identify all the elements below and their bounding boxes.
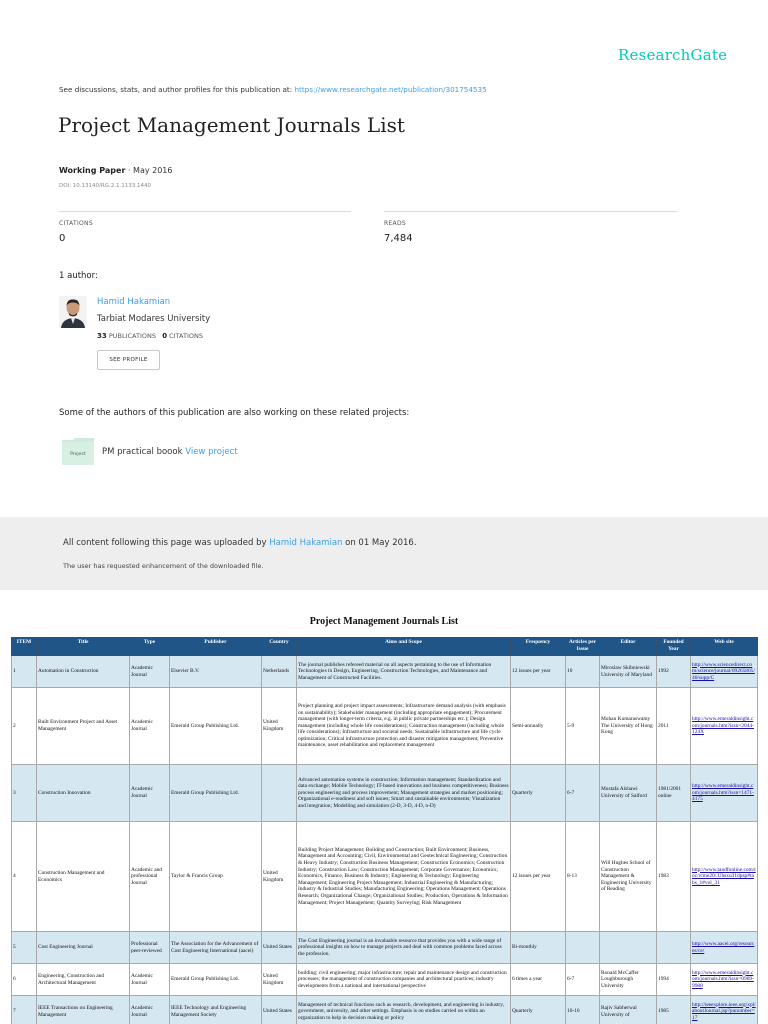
publication-link[interactable]: https://www.researchgate.net/publication/301754535 [294, 85, 487, 94]
project-folder-icon[interactable] [62, 437, 94, 465]
cell-item: 6 [12, 964, 37, 996]
cell-editor: Mustafa Alshawi University of Salford [600, 765, 657, 822]
cell-aims: The journal publishes refereed material on all aspects pertaining to the use of Information Technologies in Design, Engineering, Construction Technologies, and Maintenance and Management of Constructed Facilities. [297, 656, 511, 688]
publication-title: Project Management Journals List [58, 113, 405, 137]
cell-country: United Kingdom [262, 688, 297, 765]
cell-frequency: Semi-annually [511, 688, 566, 765]
cell-website-link[interactable]: http://www.sciencedirect.com/science/journal/09265805/40/supp/C [691, 656, 758, 688]
cell-publisher: Emerald Group Publishing Ltd. [170, 964, 262, 996]
publication-type: Working Paper [59, 166, 126, 175]
document-title: Project Management Journals List [309, 616, 459, 627]
author-citations-label: CITATIONS [169, 332, 203, 340]
cell-editor: Will Hughes School of Construction Management & Engineering University of Reading [600, 822, 657, 932]
author-institution: Tarbiat Modares University [97, 314, 211, 324]
cell-country: Netherlands [262, 656, 297, 688]
cell-website-link[interactable]: http://ieeexplore.ieee.org/xpl/aboutJournal.jsp?punumber=17 [691, 996, 758, 1024]
related-projects-heading: Some of the authors of this publication are also working on these related projects: [59, 408, 410, 418]
cell-editor: Rajiv Sabherwal University of [600, 996, 657, 1024]
cell-item: 1 [12, 656, 37, 688]
reads-label: READS [384, 220, 406, 227]
cell-articles: 6-7 [566, 964, 600, 996]
cell-website-link[interactable]: http://www.tandfonline.com/toc/rcme20/.Uhsxu31dpsp#tabs_1#vol_31 [691, 822, 758, 932]
column-header: Country [262, 638, 297, 656]
column-header: Articles per Issue [566, 638, 600, 656]
cell-founded: 1983 [657, 822, 691, 932]
cell-aims: Building Project Management; Building and Construction; Built Environment; Business, Management and Accounting; Civil, Environmental and Geotechnical Engineering; Construction & Heavy Industry; Construction Business Management; Construction Economics; Construction Industry; Construction Law; Construction Management; Corporate Governance; Economics; Economics, Finance, Business & Industry; Engineering & Technology; Engineering Management; Engineering Project Management; Industrial Engineering & Manufacturing; Industry & Industrial Studies; Manufacturing Engineering; Operations Management; Operations Research; Organizational Change; Organizational Studies; Production, Operations & Information Management; Project Management; Quantity Surveying; Risk Management [297, 822, 511, 932]
cell-articles: 5-9 [566, 688, 600, 765]
enhancement-note: The user has requested enhancement of the downloaded file. [63, 562, 264, 570]
cell-item: 4 [12, 822, 37, 932]
author-name[interactable]: Hamid Hakamian [97, 297, 171, 307]
project-line [102, 447, 238, 457]
cell-frequency: 12 issues per year [511, 822, 566, 932]
cell-founded: 1994 [657, 964, 691, 996]
column-header: Title [37, 638, 130, 656]
discussion-text: See discussions, stats, and author profiles for this publication at: [59, 85, 295, 94]
cell-title: Automation in Construction [37, 656, 130, 688]
column-header: Founded Year [657, 638, 691, 656]
cell-editor: Miroslaw Skibniewski University of Maryland [600, 656, 657, 688]
cell-title: Engineering, Construction and Architectural Management [37, 964, 130, 996]
authors-heading: 1 author: [59, 271, 98, 281]
cell-type: Academic Journal [130, 964, 170, 996]
cell-title: IEEE Transactions on Engineering Management [37, 996, 130, 1024]
table-row [12, 688, 758, 765]
cell-founded: 2011 [657, 688, 691, 765]
cell-title: Construction Innovation [37, 765, 130, 822]
cell-publisher: Emerald Group Publishing Ltd. [170, 688, 262, 765]
cell-aims: The Cost Engineering journal is an invaluable resource that provides you with a wide range of professional insights on how to manage projects and deal with common problems faced across the profession. [297, 932, 511, 964]
cell-type: Academic and professional Journal [130, 822, 170, 932]
author-stats [97, 332, 203, 340]
cell-item: 5 [12, 932, 37, 964]
cell-frequency: 6 times a year [511, 964, 566, 996]
cell-frequency: Bi-monthly [511, 932, 566, 964]
publication-date: · May 2016 [125, 166, 173, 175]
column-header: Frequency [511, 638, 566, 656]
table-row [12, 822, 758, 932]
cell-aims: Advanced automation systems in construction; Information management; Standardization and data exchange; Mobile Technology; IT-based innovations and business competitiveness; Business process engineering and process improvement; Management strategies and market positioning; Organizational e-readiness and soft issues; Smart and sustainable environments; Visualization and integration; Modelling and simulation (2-D, 3-D, 4-D, n-D) [297, 765, 511, 822]
cell-type: Academic Journal [130, 765, 170, 822]
cell-aims: Project planning and project impact assessments; Infrastructure demand analysis (with emphasis on sustainability); Stakeholder management (including appropriate engagement); Procurement management (with longer-term criteria, e.g. in public private partnerships etc.); Design management (including whole life considerations); Construction management (including whole life considerations); Infrastructure and societal needs; Sustainable infrastructure and life cycle optimization; Critical infrastructure protection and disaster mitigation management; Preventive maintenance, asset rehabilitation and replacement management [297, 688, 511, 765]
author-avatar[interactable] [59, 296, 87, 328]
cell-articles: 10-16 [566, 996, 600, 1024]
cell-country: United States [262, 996, 297, 1024]
cell-frequency: 12 issues per year [511, 656, 566, 688]
cell-country: United States [262, 932, 297, 964]
citations-value: 0 [59, 233, 66, 244]
upload-banner [0, 517, 768, 590]
table-row [12, 656, 758, 688]
table-row [12, 996, 758, 1024]
column-header: Web site [691, 638, 758, 656]
see-profile-button[interactable]: SEE PROFILE [97, 350, 160, 370]
table-row [12, 932, 758, 964]
cell-publisher: IEEE Technology and Engineering Management Society [170, 996, 262, 1024]
uploaded-prefix: All content following this page was uploaded by [63, 538, 270, 548]
cell-articles [566, 932, 600, 964]
project-icon-label: Project [70, 452, 86, 457]
cell-item: 2 [12, 688, 37, 765]
cell-country [262, 765, 297, 822]
cell-editor: Ronald McCaffer Loughborough University [600, 964, 657, 996]
cell-item: 3 [12, 765, 37, 822]
cell-articles: 10 [566, 656, 600, 688]
column-header: Editor [600, 638, 657, 656]
divider-citations [59, 211, 351, 212]
cell-aims: building; civil engineering; major infrastructure; repair and maintenance design and construction processes; the management of construction companies and architectural practices; industry developments from a national and international perspective [297, 964, 511, 996]
table-header-row [12, 638, 758, 656]
cell-title: Built Environment Project and Asset Management [37, 688, 130, 765]
column-header: Publisher [170, 638, 262, 656]
cell-publisher: The Association for the Advancement of Cost Engineering International (aacei) [170, 932, 262, 964]
table-row [12, 765, 758, 822]
cell-website-link[interactable]: http://www.emeraldinsight.com/journals.htm?issn=0969-9988 [691, 964, 758, 996]
cell-frequency: Quarterly [511, 996, 566, 1024]
uploader-link[interactable]: Hamid Hakamian [269, 538, 343, 548]
cell-title: Construction Management and Economics [37, 822, 130, 932]
view-project-link[interactable]: View project [185, 447, 238, 457]
author-publications-label: PUBLICATIONS [108, 332, 156, 340]
discussion-line [59, 85, 487, 94]
cell-website-link[interactable]: http://www.aacei.org/resources/ce/ [691, 932, 758, 964]
cell-frequency: Quarterly [511, 765, 566, 822]
cell-website-link[interactable]: http://www.emeraldinsight.com/journals.htm?issn=2044-124X [691, 688, 758, 765]
cell-type: Academic Journal [130, 996, 170, 1024]
project-name: PM practical boook [102, 447, 186, 457]
cell-item: 7 [12, 996, 37, 1024]
cell-aims: Management of technical functions such as research, development, and engineering in industry, government, university, and other settings. Emphasis is on studies carried on within an organization to help in decision making or policy [297, 996, 511, 1024]
journals-table [11, 637, 758, 1024]
cell-type: Academic Journal [130, 656, 170, 688]
cell-country: United Kingdom [262, 822, 297, 932]
publication-doi: DOI: 10.13140/RG.2.1.1133.1440 [59, 183, 151, 189]
column-header: ITEM [12, 638, 37, 656]
citations-label: CITATIONS [59, 220, 93, 227]
publication-type-line [59, 166, 172, 175]
table-row [12, 964, 758, 996]
avatar-photo [59, 296, 87, 328]
cell-country: United Kingdom [262, 964, 297, 996]
cell-editor [600, 932, 657, 964]
cell-founded [657, 932, 691, 964]
uploaded-line [63, 538, 417, 548]
researchgate-logo[interactable]: ResearchGate [618, 46, 728, 64]
cell-founded: 1985 [657, 996, 691, 1024]
cell-title: Cost Engineering Journal [37, 932, 130, 964]
reads-value: 7,484 [384, 233, 413, 244]
cell-editor: Mohan Kumaraswamy The University of Hong Kong [600, 688, 657, 765]
cell-publisher: Emerald Group Publishing Ltd. [170, 765, 262, 822]
cell-publisher: Elsevier B.V. [170, 656, 262, 688]
divider-reads [384, 211, 677, 212]
cell-type: Professional peer-reviewed [130, 932, 170, 964]
uploaded-suffix: on 01 May 2016. [342, 538, 417, 548]
author-citations-count: 0 [162, 332, 168, 340]
cell-articles: 6-7 [566, 765, 600, 822]
cell-articles: 8-13 [566, 822, 600, 932]
cell-founded: 1992 [657, 656, 691, 688]
author-publications-count: 33 [97, 332, 107, 340]
column-header: Aims and Scope [297, 638, 511, 656]
cell-publisher: Taylor & Francis Group [170, 822, 262, 932]
cell-website-link[interactable]: http://www.emeraldinsight.com/journals.htm?issn=1471-4175 [691, 765, 758, 822]
cell-type: Academic Journal [130, 688, 170, 765]
column-header: Type [130, 638, 170, 656]
cell-founded: 1981/2001 online [657, 765, 691, 822]
